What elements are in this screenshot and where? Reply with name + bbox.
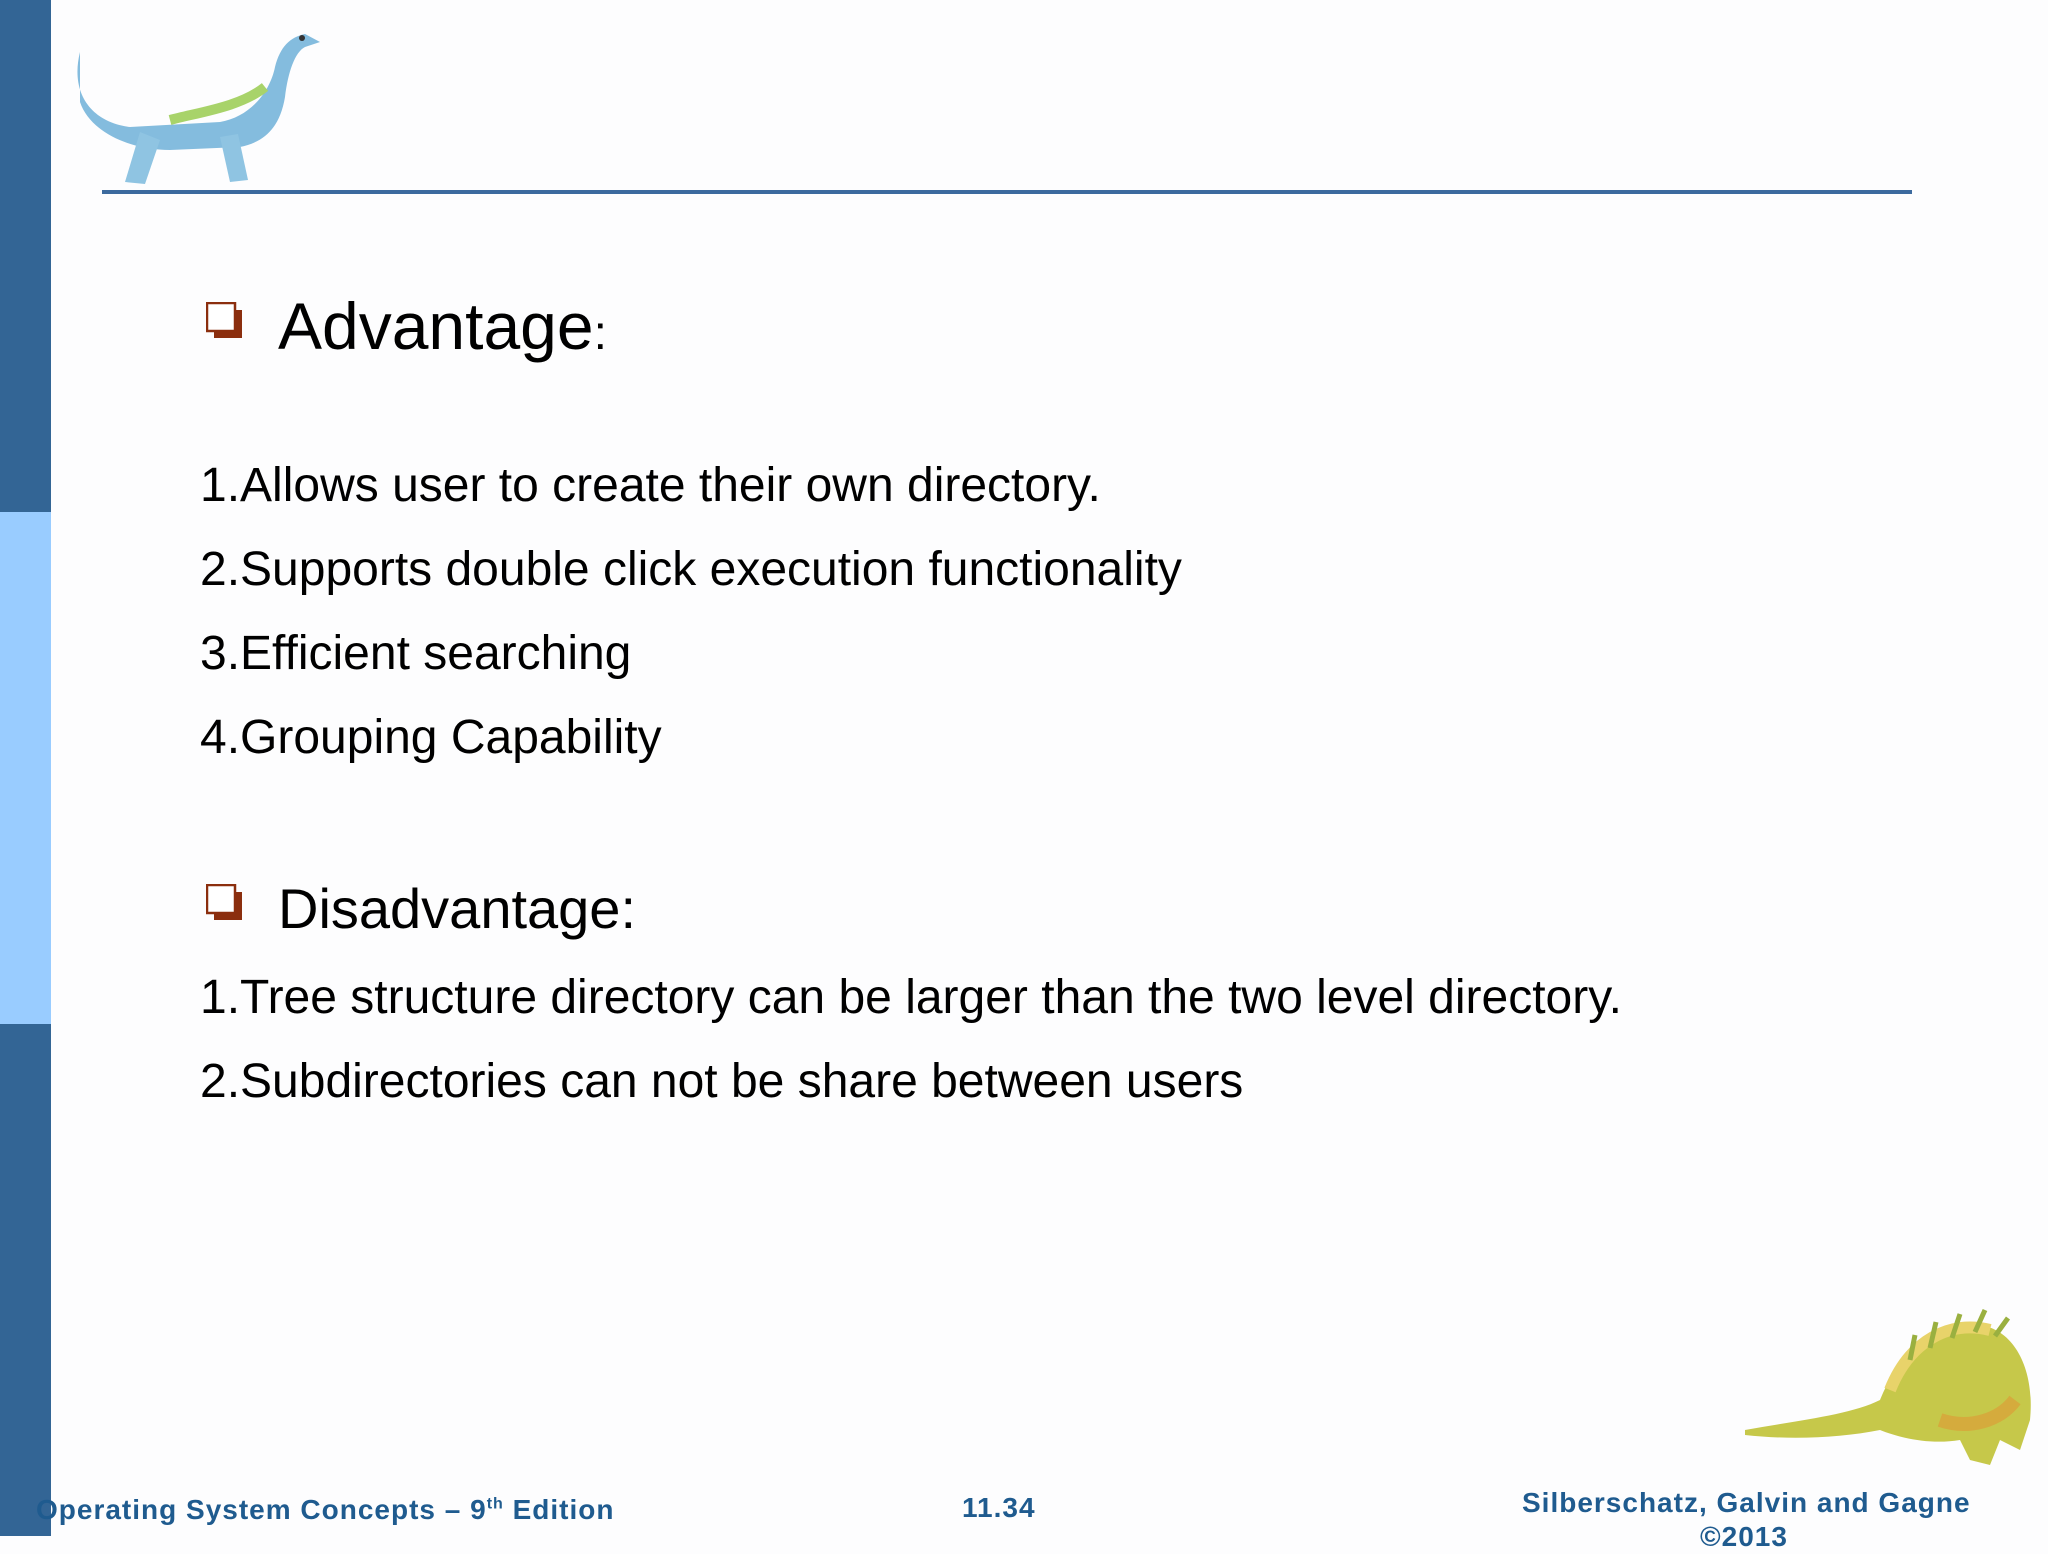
footer-page-number: 11.34 (962, 1492, 1036, 1523)
dinosaur-logo (70, 12, 320, 192)
advantage-heading: Advantage: (278, 289, 607, 363)
checkbox-bullet-icon (206, 884, 242, 920)
advantage-item-1: 1.Allows user to create their own directory. (200, 459, 1101, 512)
advantage-item-4: 4.Grouping Capability (200, 711, 662, 764)
sidebar-accent (0, 512, 51, 1024)
disadvantage-item-1: 1.Tree structure directory can be larger than the two level directory. (200, 971, 1622, 1024)
advantage-item-2: 2.Supports double click execution functionality (200, 543, 1182, 596)
advantage-item-3: 3.Efficient searching (200, 627, 632, 680)
footer-authors: Silberschatz, Galvin and Gagne ©2013 (1522, 1487, 1971, 1552)
disadvantage-heading: Disadvantage: (278, 877, 637, 940)
dinosaur-illustration (1740, 1280, 2040, 1480)
header-rule (102, 190, 1912, 194)
footer-book-title: Operating System Concepts – 9th Edition (36, 1494, 615, 1525)
checkbox-bullet-icon (206, 302, 242, 338)
disadvantage-item-2: 2.Subdirectories can not be share between users (200, 1055, 1244, 1108)
